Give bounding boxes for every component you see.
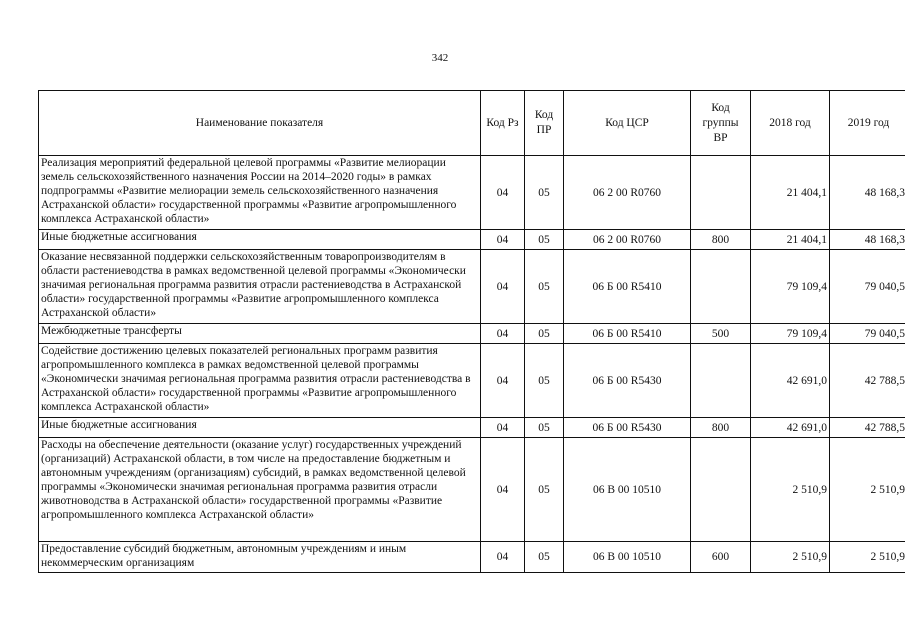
row-value-2019: 2 510,9 [830,542,905,573]
row-name: Иные бюджетные ассигнования [39,230,481,250]
row-code-rz: 04 [481,344,525,418]
row-value-2018: 79 109,4 [751,250,830,324]
row-code-pr: 05 [525,156,564,230]
row-code-vr: 800 [691,230,751,250]
row-code-pr: 05 [525,542,564,573]
row-code-pr: 05 [525,344,564,418]
row-code-pr: 05 [525,324,564,344]
row-code-csr: 06 В 00 10510 [564,438,691,542]
row-code-vr [691,250,751,324]
row-value-2019: 42 788,5 [830,418,905,438]
row-code-vr: 800 [691,418,751,438]
row-code-vr [691,156,751,230]
row-name: Расходы на обеспечение деятельности (оказание услуг) государственных учреждений (организаций) Астраханской области, в том числе на предоставление бюджетным и автономным учреждениям (организациям) субсидий, в рамках ведомственной целевой программы «Экономически значимая региональная программа развития отрасли животноводства в Астраханской области» государственной программы «Развитие агропромышленного комплекса Астраханской области» [39,438,481,542]
row-value-2019: 79 040,5 [830,324,905,344]
page-number: 342 [431,52,449,64]
row-value-2018: 2 510,9 [751,438,830,542]
row-value-2018: 21 404,1 [751,156,830,230]
row-code-rz: 04 [481,230,525,250]
row-name: Предоставление субсидий бюджетным, автономным учреждениям и иным некоммерческим организациям [39,542,481,573]
row-name: Реализация мероприятий федеральной целевой программы «Развитие мелиорации земель сельскохозяйственного назначения России на 2014–2020 годы» в рамках подпрограммы «Развитие мелиорации земель сельскохозяйственного назначения Астраханской области» государственной программы «Развитие агропромышленного комплекса Астраханской области» [39,156,481,230]
header-rz: Код Рз [481,91,525,156]
row-name: Содействие достижению целевых показателей региональных программ развития агропромышленного комплекса в рамках ведомственной целевой программы «Экономически значимая региональная программа развития отрасли растениеводства в Астраханской области» государственной программы «Развитие агропромышленного комплекса Астраханской области» [39,344,481,418]
row-code-pr: 05 [525,250,564,324]
row-name: Оказание несвязанной поддержки сельскохозяйственным товаропроизводителям в области растениеводства в рамках ведомственной целевой программы «Экономически значимая региональная программа развития отрасли растениеводства в Астраханской области» государственной программы «Развитие агропромышленного комплекса Астраханской области» [39,250,481,324]
row-value-2018: 79 109,4 [751,324,830,344]
row-name: Межбюджетные трансферты [39,324,481,344]
row-code-csr: 06 2 00 R0760 [564,156,691,230]
row-code-csr: 06 Б 00 R5410 [564,250,691,324]
row-code-csr: 06 В 00 10510 [564,542,691,573]
row-value-2018: 42 691,0 [751,418,830,438]
row-code-vr: 600 [691,542,751,573]
row-code-rz: 04 [481,324,525,344]
header-csr: Код ЦСР [564,91,691,156]
table-row [39,324,905,344]
table-row [39,542,905,573]
row-value-2019: 48 168,3 [830,230,905,250]
row-code-vr [691,438,751,542]
row-value-2018: 42 691,0 [751,344,830,418]
row-code-pr: 05 [525,418,564,438]
row-code-csr: 06 Б 00 R5430 [564,344,691,418]
row-value-2019: 48 168,3 [830,156,905,230]
row-code-rz: 04 [481,250,525,324]
table-row [39,438,905,542]
table-header-row [39,91,905,156]
header-2019: 2019 год [830,91,905,156]
row-code-csr: 06 2 00 R0760 [564,230,691,250]
budget-table [38,90,905,573]
row-value-2018: 21 404,1 [751,230,830,250]
row-value-2018: 2 510,9 [751,542,830,573]
row-code-rz: 04 [481,418,525,438]
header-name: Наименование показателя [39,91,481,156]
table-row [39,418,905,438]
row-name: Иные бюджетные ассигнования [39,418,481,438]
table-row [39,156,905,230]
row-value-2019: 79 040,5 [830,250,905,324]
header-pr: Код ПР [525,91,564,156]
row-code-vr [691,344,751,418]
row-code-pr: 05 [525,230,564,250]
row-code-pr: 05 [525,438,564,542]
row-value-2019: 42 788,5 [830,344,905,418]
row-code-rz: 04 [481,542,525,573]
row-code-csr: 06 Б 00 R5430 [564,418,691,438]
row-value-2019: 2 510,9 [830,438,905,542]
header-2018: 2018 год [751,91,830,156]
row-code-rz: 04 [481,156,525,230]
header-vr: Код группы ВР [691,91,751,156]
row-code-csr: 06 Б 00 R5410 [564,324,691,344]
table-row [39,230,905,250]
table-row [39,344,905,418]
row-code-vr: 500 [691,324,751,344]
row-code-rz: 04 [481,438,525,542]
table-row [39,250,905,324]
